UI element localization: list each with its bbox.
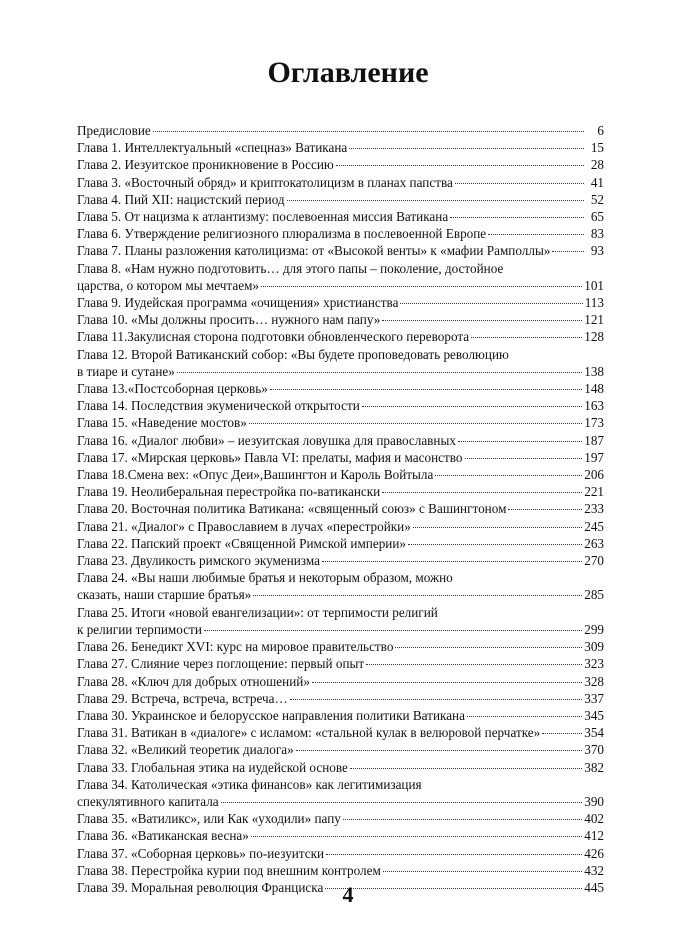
toc-entry[interactable] <box>77 707 604 724</box>
toc-entry-title: Глава 38. Перестройка курии под внешним контролем <box>77 862 381 878</box>
dot-leader <box>204 630 582 631</box>
dot-leader <box>177 372 582 373</box>
dot-leader <box>382 492 582 493</box>
toc-entry-title: Глава 36. «Ватиканская весна» <box>77 828 249 844</box>
toc-entry[interactable] <box>77 552 604 569</box>
toc-entry-title: Глава 33. Глобальная этика на иудейской основе <box>77 759 348 775</box>
toc-entry-title: спекулятивного капитала <box>77 793 219 809</box>
dot-leader <box>343 819 582 820</box>
dot-leader <box>552 251 584 252</box>
toc-entry[interactable] <box>77 380 604 397</box>
toc-entry-page: 128 <box>584 329 604 345</box>
toc-entry-page: 345 <box>584 707 604 723</box>
dot-leader <box>251 836 582 837</box>
toc-entry-title: Глава 30. Украинское и белорусское направления политики Ватикана <box>77 707 465 723</box>
dot-leader <box>435 475 582 476</box>
toc-entry-page: 41 <box>590 174 604 190</box>
toc-entry-title: Глава 21. «Диалог» с Православием в лучах «перестройки» <box>77 518 411 534</box>
dot-leader <box>458 441 582 442</box>
toc-entry-page: 221 <box>584 484 604 500</box>
toc-entry-page: 163 <box>584 398 604 414</box>
dot-leader <box>270 389 582 390</box>
toc-entry-page: 113 <box>584 295 604 311</box>
toc-entry-page: 299 <box>584 621 604 637</box>
toc-entry-page: 83 <box>590 226 604 242</box>
toc-entry-page: 15 <box>590 140 604 156</box>
toc-entry[interactable] <box>77 759 604 776</box>
toc-entry-title: Глава 10. «Мы должны просить… нужного нам папу» <box>77 312 381 328</box>
toc-entry-title: царства, о котором мы мечтаем» <box>77 277 260 293</box>
toc-entry-title: Глава 27. Слияние через поглощение: первый опыт <box>77 656 365 672</box>
dot-leader <box>221 802 583 803</box>
toc-entry-page: 138 <box>584 363 604 379</box>
toc-entry-page: 28 <box>590 157 604 173</box>
toc-entry-page: 432 <box>584 862 604 878</box>
toc-entry-title: Глава 2. Иезуитское проникновение в Россию <box>77 157 334 173</box>
toc-entry-title: Глава 37. «Соборная церковь» по-иезуитски <box>77 845 325 861</box>
toc-entry-text-line: Глава 8. «Нам нужно подготовить… для этого папы – поколение, достойное <box>77 260 504 276</box>
dot-leader <box>287 200 584 201</box>
toc-entry-title: к религии терпимости <box>77 621 202 637</box>
toc-entry-page: 173 <box>584 415 604 431</box>
toc-entry-title: Глава 4. Пий XII: нацистский период <box>77 191 285 207</box>
dot-leader <box>261 286 582 287</box>
toc-entry[interactable] <box>77 156 604 173</box>
toc-entry-page: 390 <box>584 793 604 809</box>
toc-entry-title: Глава 26. Бенедикт XVI: курс на мировое правительство <box>77 639 394 655</box>
toc-entry-title: Глава 3. «Восточный обряд» и криптокатолицизм в планах папства <box>77 174 453 190</box>
dot-leader <box>400 303 582 304</box>
dot-leader <box>508 509 582 510</box>
toc-entry-title: Глава 17. «Мирская церковь» Павла VI: прелаты, мафия и масонство <box>77 449 463 465</box>
toc-entry-page: 6 <box>597 123 604 138</box>
toc-entry-page: 245 <box>584 518 604 534</box>
dot-leader <box>336 165 584 166</box>
toc-entry[interactable] <box>77 741 604 758</box>
toc-entry[interactable] <box>77 139 604 156</box>
toc-entry-title: Глава 13.«Постсоборная церковь» <box>77 381 268 397</box>
dot-leader <box>366 664 582 665</box>
toc-entry-title: Глава 9. Иудейская программа «очищения» христианства <box>77 295 399 311</box>
toc-entry-title: Предисловие <box>77 123 151 138</box>
toc-entry-page: 187 <box>584 432 604 448</box>
table-of-contents <box>77 122 604 896</box>
toc-entry-title: Глава 16. «Диалог любви» – иезуитская ловушка для православных <box>77 432 456 448</box>
toc-entry[interactable] <box>77 827 604 844</box>
toc-entry-title: Глава 20. Восточная политика Ватикана: «священный союз» с Вашингтоном <box>77 501 507 517</box>
toc-entry-page: 65 <box>590 209 604 225</box>
toc-entry[interactable] <box>77 294 604 311</box>
toc-entry-title: Глава 32. «Великий теоретик диалога» <box>77 742 294 758</box>
toc-entry-text-line: Глава 12. Второй Ватиканский собор: «Вы будете проповедовать революцию <box>77 346 509 362</box>
toc-entry-title: Глава 23. Двуликость римского экуменизма <box>77 553 320 569</box>
toc-entry[interactable] <box>77 500 604 517</box>
toc-entry-page: 382 <box>584 759 604 775</box>
toc-entry[interactable] <box>77 242 604 259</box>
dot-leader <box>450 217 584 218</box>
dot-leader <box>395 647 582 648</box>
toc-entry-page: 323 <box>584 656 604 672</box>
toc-entry[interactable] <box>77 862 604 879</box>
toc-entry-page: 402 <box>584 811 604 827</box>
toc-entry[interactable] <box>77 346 604 380</box>
toc-entry-title: Глава 1. Интеллектуальный «спецназ» Ватикана <box>77 140 348 156</box>
toc-entry-title: Глава 28. «Ключ для добрых отношений» <box>77 673 310 689</box>
dot-leader <box>467 716 582 717</box>
toc-entry-page: 328 <box>584 673 604 689</box>
toc-entry[interactable] <box>77 174 604 191</box>
toc-entry-title: Глава 19. Неолиберальная перестройка по-ватикански <box>77 484 381 500</box>
toc-entry-page: 101 <box>584 277 604 293</box>
toc-entry-title: Глава 18.Смена вех: «Опус Деи»,Вашингтон и Кароль Войтыла <box>77 467 434 483</box>
toc-entry[interactable] <box>77 604 604 638</box>
toc-entry[interactable] <box>77 845 604 862</box>
dot-leader <box>290 699 583 700</box>
toc-entry[interactable] <box>77 191 604 208</box>
toc-entry[interactable] <box>77 724 604 741</box>
toc-entry[interactable] <box>77 225 604 242</box>
toc-entry-title: Глава 31. Ватикан в «диалоге» с исламом: «стальной кулак в велюровой перчатке» <box>77 725 541 741</box>
toc-entry-page: 197 <box>584 449 604 465</box>
dot-leader <box>542 733 582 734</box>
toc-entry[interactable] <box>77 673 604 690</box>
dot-leader <box>413 527 582 528</box>
dot-leader <box>253 595 582 596</box>
toc-entry-title: Глава 11.Закулисная сторона подготовки обновленческого переворота <box>77 329 470 345</box>
dot-leader <box>465 458 583 459</box>
toc-entry-title: в тиаре и сутане» <box>77 363 175 379</box>
toc-entry-title: Глава 6. Утверждение религиозного плюрализма в послевоенной Европе <box>77 226 487 242</box>
dot-leader <box>382 320 582 321</box>
dot-leader <box>326 854 582 855</box>
page-title: Оглавление <box>267 56 429 89</box>
dot-leader <box>153 131 584 132</box>
dot-leader <box>322 561 582 562</box>
toc-entry-title: Глава 39. Моральная революция Франциска <box>77 879 324 895</box>
dot-leader <box>408 544 582 545</box>
toc-entry-text-line: Глава 24. «Вы наши любимые братья и некоторым образом, можно <box>77 570 453 586</box>
dot-leader <box>350 768 582 769</box>
toc-entry-text-line: Глава 25. Итоги «новой евангелизации»: от терпимости религий <box>77 604 438 620</box>
dot-leader <box>312 682 582 683</box>
toc-entry-page: 270 <box>584 553 604 569</box>
toc-entry-title: Глава 29. Встреча, встреча, встреча… <box>77 690 288 706</box>
toc-entry-title: Глава 15. «Наведение мостов» <box>77 415 247 431</box>
toc-entry-page: 121 <box>584 312 604 328</box>
toc-entry-title: Глава 14. Последствия экуменической открытости <box>77 398 360 414</box>
toc-entry[interactable] <box>77 122 604 139</box>
toc-entry[interactable] <box>77 449 604 466</box>
toc-entry[interactable] <box>77 535 604 552</box>
toc-entry-page: 370 <box>584 742 604 758</box>
toc-entry-page: 263 <box>584 535 604 551</box>
toc-entry[interactable] <box>77 208 604 225</box>
toc-entry-text-line: Глава 34. Католическая «этика финансов» как легитимизация <box>77 776 422 792</box>
toc-entry-page: 285 <box>584 587 604 603</box>
toc-entry[interactable] <box>77 328 604 345</box>
toc-entry[interactable] <box>77 397 604 414</box>
page-number: 4 <box>342 882 354 907</box>
toc-entry-page: 206 <box>584 467 604 483</box>
dot-leader <box>383 871 582 872</box>
toc-entry-page: 337 <box>584 690 604 706</box>
toc-entry-title: Глава 22. Папский проект «Священной Римской империи» <box>77 535 407 551</box>
toc-entry-title: Глава 7. Планы разложения католицизма: от «Высокой венты» к «мафии Рамполлы» <box>77 243 551 259</box>
toc-entry[interactable] <box>77 655 604 672</box>
toc-entry[interactable] <box>77 466 604 483</box>
toc-entry-title: сказать, наши старшие братья» <box>77 587 252 603</box>
toc-entry-page: 354 <box>584 725 604 741</box>
toc-entry-page: 52 <box>590 191 604 207</box>
toc-entry-page: 412 <box>584 828 604 844</box>
dot-leader <box>455 183 584 184</box>
toc-entry[interactable] <box>77 810 604 827</box>
dot-leader <box>488 234 584 235</box>
toc-entry[interactable] <box>77 638 604 655</box>
dot-leader <box>296 750 583 751</box>
toc-entry[interactable] <box>77 518 604 535</box>
toc-entry-page: 309 <box>584 639 604 655</box>
toc-entry[interactable] <box>77 569 604 603</box>
toc-entry-title: Глава 35. «Ватиликс», или Как «уходили» папу <box>77 811 341 827</box>
toc-entry-page: 148 <box>584 381 604 397</box>
toc-entry-page: 445 <box>584 879 604 895</box>
toc-entry[interactable] <box>77 690 604 707</box>
dot-leader <box>471 337 582 338</box>
toc-entry[interactable] <box>77 483 604 500</box>
toc-entry-page: 233 <box>584 501 604 517</box>
dot-leader <box>249 423 582 424</box>
toc-entry[interactable] <box>77 776 604 810</box>
toc-entry-title: Глава 5. От нацизма к атлантизму: послевоенная миссия Ватикана <box>77 209 449 225</box>
toc-entry[interactable] <box>77 260 604 294</box>
dot-leader <box>362 406 582 407</box>
toc-entry-page: 93 <box>590 243 604 259</box>
toc-entry[interactable] <box>77 311 604 328</box>
toc-entry[interactable] <box>77 414 604 431</box>
dot-leader <box>349 148 584 149</box>
toc-entry-page: 426 <box>584 845 604 861</box>
toc-entry[interactable] <box>77 432 604 449</box>
